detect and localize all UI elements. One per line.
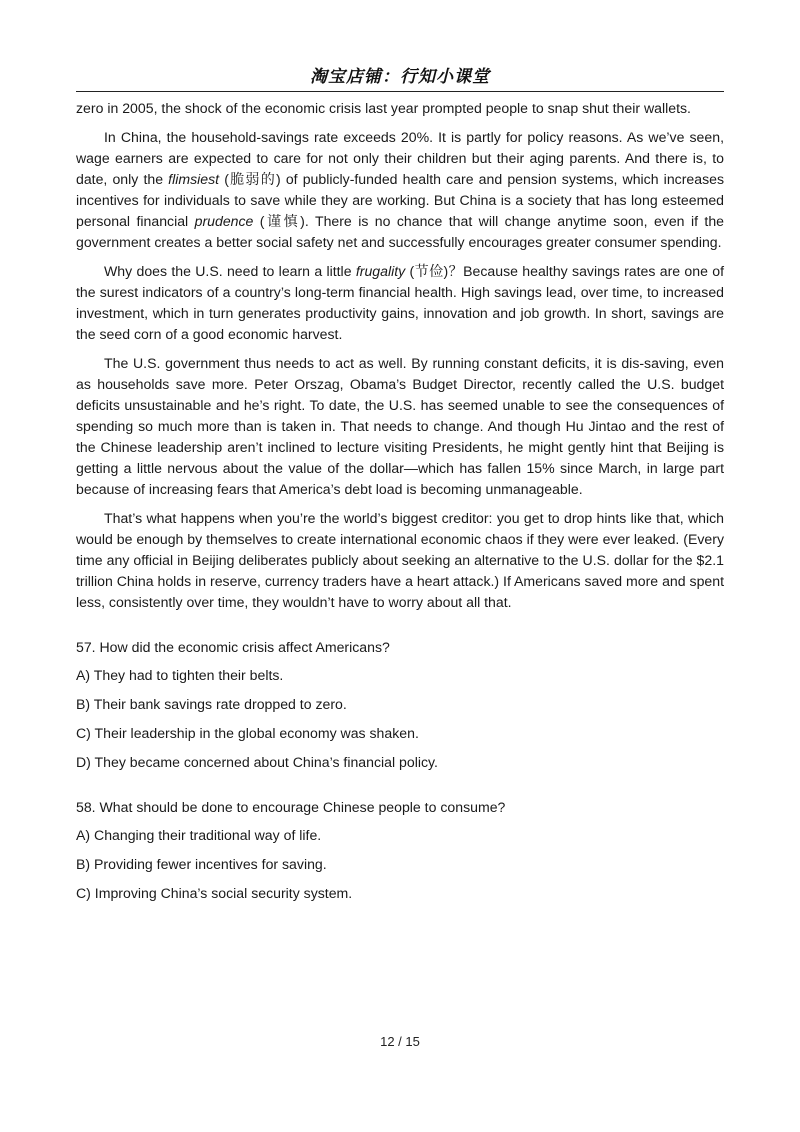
paragraph — [76, 508, 724, 613]
italic-term: frugality — [355, 263, 406, 279]
answer-option: B) Their bank savings rate dropped to zero. — [76, 696, 347, 712]
question-stem: 57. How did the economic crisis affect Americans? — [76, 639, 390, 655]
paragraph — [76, 98, 724, 119]
text-run: (节俭)？Because healthy savings rates are one of the surest indicators of a country’s long-term financial health. High savings lead, over time, to increased investment, which in turn generates productivity gains, innovation and job growth. In short, savings are the seed corn of a good economic harvest. — [76, 263, 724, 342]
answer-option: C) Their leadership in the global economy was shaken. — [76, 725, 419, 741]
text-run: (脆弱的) of publicly-funded health care and pension systems, which increases incentives for individuals to save while they are working. But China is a society that has long esteemed personal financial — [76, 171, 725, 229]
answer-option: D) They became concerned about China’s financial policy. — [76, 754, 438, 770]
paragraph — [76, 353, 724, 500]
answer-option: C) Improving China’s social security system. — [76, 885, 353, 901]
page-number: 12 / 15 — [380, 1034, 420, 1049]
page-header-title: 淘宝店铺：行知小课堂 — [310, 67, 490, 86]
question-58 — [76, 797, 724, 904]
header-divider — [76, 91, 724, 92]
text-run: Why does the U.S. need to learn a little — [104, 263, 356, 279]
question-57 — [76, 637, 724, 773]
text-run: The U.S. government thus needs to act as well. By running constant deficits, it is dis-saving, even as households save more. Peter Orszag, Obama’s Budget Director, recently called the U.S. budget deficits unsustainable and he’s right. To date, the U.S. has seemed unable to see the consequences of spending so much more than is taken in. That needs to change. And though Hu Jintao and the rest of the Chinese leadership aren’t inclined to lecture visiting Presidents, he might gently hint that Beijing is getting a little nervous about the value of the dollar—which has fallen 15% since March, in large part because of increasing fears that America’s debt load is becoming unmanageable. — [76, 355, 724, 497]
italic-term: flimsiest — [168, 171, 220, 187]
answer-option: A) They had to tighten their belts. — [76, 667, 284, 683]
italic-term: prudence — [194, 213, 254, 229]
text-run: (谨慎). There is no chance that will change anytime soon, even if the government creates a better social safety net and successfully encourages greater consumer spending. — [76, 213, 724, 250]
document-body — [76, 98, 724, 912]
question-stem: 58. What should be done to encourage Chinese people to consume? — [76, 799, 506, 815]
text-run: zero in 2005, the shock of the economic crisis last year prompted people to snap shut their wallets. — [76, 100, 691, 116]
paragraph — [76, 127, 724, 253]
text-run: In China, the household-savings rate exceeds 20%. It is partly for policy reasons. As we’ve seen, wage earners are expected to care for not only their children but their aging parents. And there is, to date, only the — [76, 129, 724, 187]
paragraph — [76, 261, 724, 345]
answer-option: B) Providing fewer incentives for saving. — [76, 856, 327, 872]
text-run: That’s what happens when you’re the world’s biggest creditor: you get to drop hints like that, which would be enough by themselves to create international economic chaos if they were ever leaked. (Every time any official in Beijing deliberates publicly about seeking an alternative to the U.S. dollar for the $2.1 trillion China holds in reserve, currency traders have a heart attack.) If Americans saved more and spent less, consistently over time, they wouldn’t have to worry about all that. — [76, 510, 724, 610]
answer-option: A) Changing their traditional way of life. — [76, 827, 322, 843]
